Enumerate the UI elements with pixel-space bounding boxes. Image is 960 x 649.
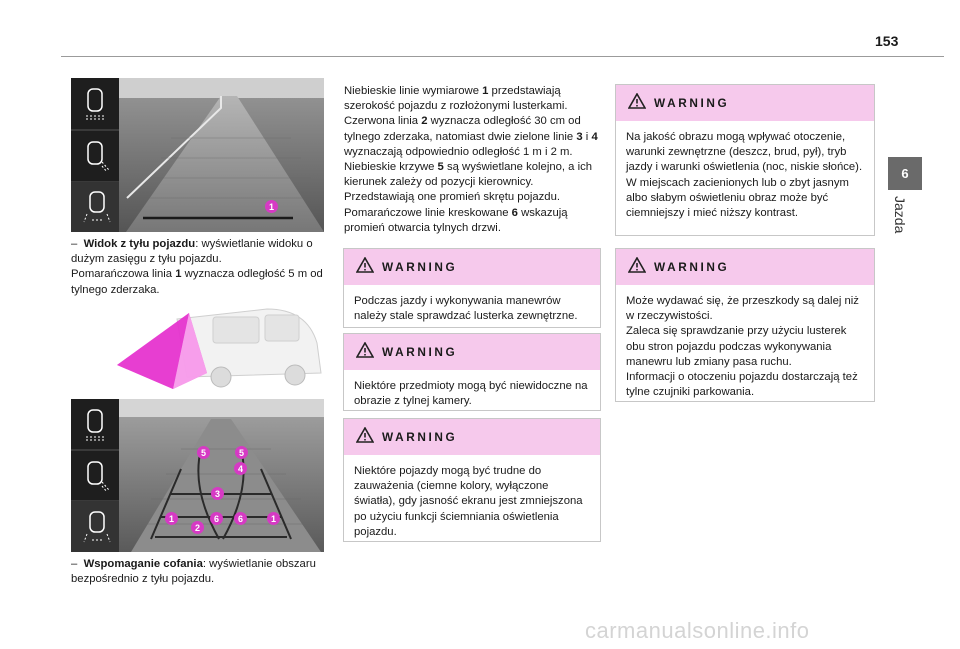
car-angle-view-icon[interactable]	[83, 140, 111, 174]
callout-5-right: 5	[235, 446, 248, 459]
reference-number: 6	[511, 206, 518, 219]
header-rule	[61, 56, 944, 57]
warning-box-image-quality: WARNING Na jakość obrazu mogą wpływać otoczenie, warunki zewnętrzne (deszcz, brud, pył), tryb jazdy i warunki oświetlenia (noc, niskie słońce). W miejscach zacienionych lub o zbyt jasnym albo słabym oświetleniu obraz może być ciemniejszy i mieć niższy kontrast.	[615, 84, 875, 236]
warning-title: WARNING	[382, 260, 458, 274]
callout-5-left: 5	[197, 446, 210, 459]
warning-box-obstacles: WARNING Może wydawać się, że przeszkody są dalej niż w rzeczywistości. Zaleca się sprawdzanie przy użyciu lusterek obu stron pojazdu podczas wykonywania manewru lub zmiany pasa ruchu. Informacji o otoczeniu pojazdu dostarczają też tylne czujniki parkowania.	[615, 248, 875, 402]
chapter-tab[interactable]: 6	[888, 157, 922, 190]
wide-view-title: Widok z tyłu pojazdu	[83, 238, 196, 250]
reference-number: 1	[482, 85, 489, 97]
reverse-assist-title: Wspomaganie cofania	[83, 558, 203, 570]
paragraph-text: są wyświetlane kolejno, a ich kierunek zależy od pozycji kierownicy. Przedstawiają one promień skrętu pojazdu. Pomarańczowe linie kreskowane	[344, 161, 593, 219]
reverse-assist-description: – Wspomaganie cofania: wyświetlanie obszaru bezpośrednio z tyłu pojazdu.	[71, 558, 316, 586]
paragraph-text: wyznaczają odpowiednio odległość 1 m i 2 m. Niebieskie krzywe	[344, 145, 573, 174]
wide-view-description: – Widok z tyłu pojazdu: wyświetlanie widoku o dużym zasięgu z tyłu pojazdu. Pomarańczowa linia 1 wyznacza odległość 5 m od tylnego zderzaka.	[71, 238, 323, 296]
guide-lines-description	[344, 84, 602, 236]
paragraph-text: przedstawiają szerokość pojazdu z rozłożonymi lusterkami. Czerwona linia	[344, 85, 568, 128]
callout-1: 1	[265, 200, 278, 213]
warning-triangle-icon	[628, 93, 646, 114]
paragraph-text: wskazują promień otwarcia tylnych drzwi.	[344, 206, 568, 234]
reference-number: 3	[576, 130, 583, 143]
wide-view-text: : wyświetlanie widoku o dużym zasięgu z tyłu pojazdu.	[71, 238, 313, 266]
callout-4: 4	[234, 462, 247, 475]
warning-box-visibility: WARNING Niektóre pojazdy mogą być trudne do zauważenia (ciemne kolory, wyłączone światła), gdy jasność ekranu jest zmniejszona po użyciu funkcji ściemniania oświetlenia pojazdu.	[343, 418, 601, 542]
car-rear-view-icon[interactable]	[83, 190, 111, 224]
warning-title: WARNING	[382, 430, 458, 444]
car-angle-view-icon[interactable]	[83, 460, 111, 494]
chapter-title: Jazda	[892, 196, 908, 234]
callout-6-right: 6	[234, 512, 247, 525]
callout-2: 2	[191, 521, 204, 534]
warning-title: WARNING	[654, 96, 730, 110]
warning-box-objects: WARNING Niektóre przedmioty mogą być niewidoczne na obrazie z tylnej kamery.	[343, 333, 601, 411]
warning-title: WARNING	[382, 345, 458, 359]
callout-1-left: 1	[165, 512, 178, 525]
warning-box-mirrors: WARNING Podczas jazdy i wykonywania manewrów należy stale sprawdzać lusterka zewnętrzne.	[343, 248, 601, 328]
vehicle-view-illustration	[117, 303, 325, 395]
paragraph-text: wyznacza odległość 30 cm od tylnego zderzaka, natomiast dwie zielone linie	[344, 115, 581, 143]
reference-number: 5	[437, 161, 444, 174]
camera-view-wide	[71, 78, 324, 232]
warning-triangle-icon	[356, 427, 374, 448]
warning-triangle-icon	[356, 257, 374, 278]
reference-number: 2	[421, 115, 428, 128]
paragraph-text: i	[582, 130, 592, 143]
car-top-view-icon[interactable]	[83, 408, 107, 442]
camera-view-reverse-assist	[71, 399, 324, 552]
paragraph-text: Niebieskie linie wymiarowe	[344, 85, 483, 97]
callout-6-left: 6	[210, 512, 223, 525]
callout-1-right: 1	[267, 512, 280, 525]
car-rear-view-icon[interactable]	[83, 510, 111, 544]
car-top-view-icon[interactable]	[83, 87, 107, 121]
warning-triangle-icon	[628, 257, 646, 278]
dash: –	[71, 238, 78, 250]
warning-triangle-icon	[356, 342, 374, 363]
page-number: 153	[875, 33, 899, 49]
watermark: carmanualsonline.info	[585, 618, 810, 643]
reference-number: 4	[591, 130, 598, 143]
warning-title: WARNING	[654, 260, 730, 274]
callout-3: 3	[211, 487, 224, 500]
